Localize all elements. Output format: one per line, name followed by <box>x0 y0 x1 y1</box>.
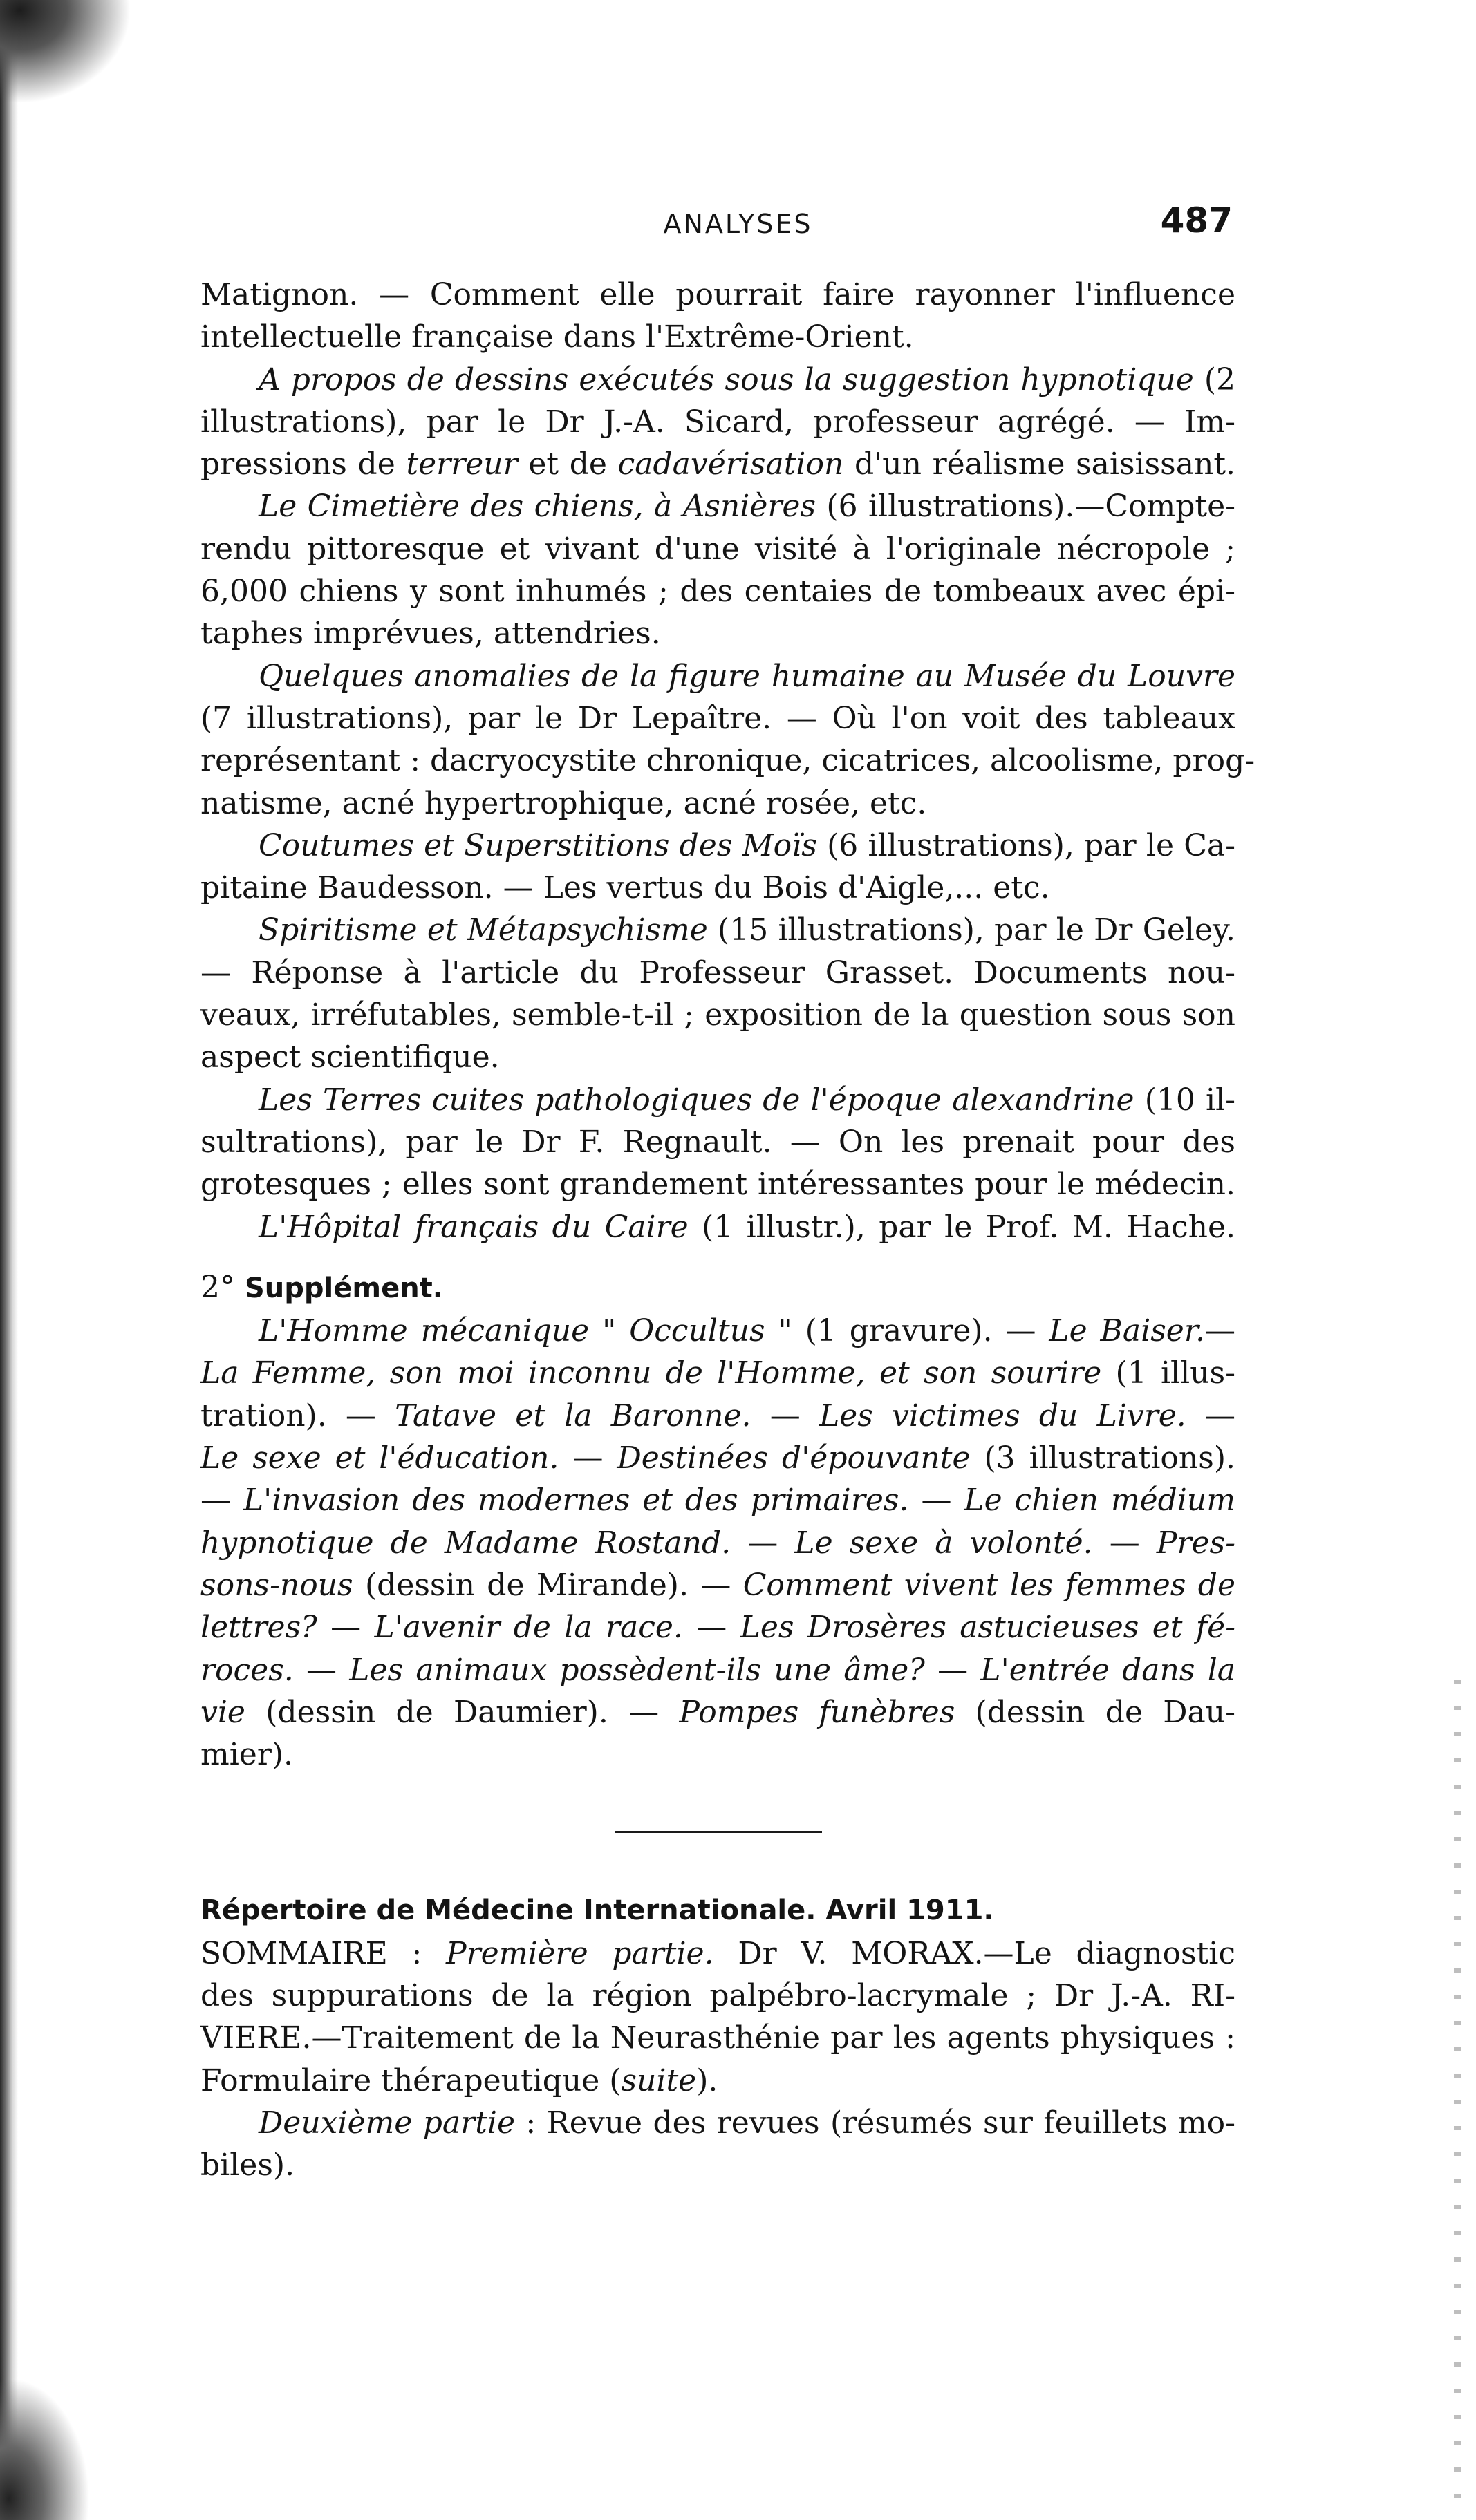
text-segment: aspect scientifique. <box>200 1040 500 1075</box>
text-line <box>200 528 1235 570</box>
supplement-label: Supplément. <box>245 1272 443 1304</box>
italic-text: L'invasion des modernes et des primaires. <box>243 1483 909 1518</box>
text-segment: — <box>924 1652 981 1688</box>
text-segment: rendu pittoresque et vivant d'une visité à l'originale nécropole ; <box>200 531 1235 567</box>
sommaire-paragraph <box>200 1933 1235 2187</box>
text-segment: des suppurations de la région palpébro-lacrymale ; Dr J.-A. RI- <box>200 1977 1235 2013</box>
italic-text: Coutumes et Superstitions des Moïs <box>259 827 817 863</box>
text-segment: (6 illustrations).—Compte- <box>816 489 1235 525</box>
text-line <box>200 782 1235 825</box>
text-line <box>200 740 1255 782</box>
text-line <box>200 1649 1235 1691</box>
text-line <box>200 612 1235 655</box>
italic-text: La Femme, son moi inconnu de l'Homme, et son sourire <box>200 1355 1102 1391</box>
text-line <box>200 1564 1235 1606</box>
italic-text: Pompes funèbres <box>679 1694 955 1730</box>
page-title: ANALYSES <box>663 209 813 239</box>
italic-text: Deuxième partie <box>259 2105 515 2141</box>
text-line <box>200 2017 1235 2059</box>
text-segment: — <box>731 1525 795 1561</box>
text-line <box>200 1975 1235 2017</box>
text-segment: — Réponse à l'article du Professeur Grasset. Documents nou- <box>200 955 1235 990</box>
text-segment: (2 <box>1193 361 1235 397</box>
text-segment: — <box>200 1483 243 1518</box>
italic-text: L'Hôpital français du Caire <box>259 1209 689 1245</box>
italic-text: Le Baiser. <box>1049 1313 1205 1349</box>
italic-text: Tatave et la Baronne. <box>395 1398 751 1433</box>
repertoire-heading: Répertoire de Médecine Internationale. Avril 1911. <box>200 1894 994 1927</box>
text-line <box>200 1310 1235 1352</box>
italic-text: Les animaux possèdent-ils une âme? <box>349 1652 925 1688</box>
text-segment: (1 gravure). — <box>792 1313 1049 1349</box>
italic-text: suite <box>621 2062 697 2098</box>
text-segment: (dessin de Daumier). — <box>245 1694 680 1730</box>
text-line <box>200 274 1235 316</box>
text-segment: veaux, irréfutables, semble-t-il ; exposition de la question sous son <box>200 997 1235 1033</box>
italic-text: vie <box>200 1694 245 1730</box>
text-line <box>200 401 1235 443</box>
italic-text: Quelques anomalies de la figure humaine au Musée du Louvre <box>259 658 1235 694</box>
text-segment: illustrations), par le Dr J.-A. Sicard, professeur agrégé. — Im- <box>200 404 1235 440</box>
text-segment: — <box>1186 1398 1236 1433</box>
text-line <box>200 952 1235 994</box>
italic-text: Le Cimetière des chiens, à Asnières <box>259 489 816 525</box>
italic-text: Destinées d'épouvante <box>617 1440 971 1476</box>
scan-left-edge <box>0 0 18 2520</box>
text-segment: pitaine Baudesson. — Les vertus du Bois d'Aigle,... etc. <box>200 870 1050 906</box>
italic-text: Spiritisme et Métapsychisme <box>259 912 708 948</box>
text-segment: (dessin de Dau- <box>955 1694 1235 1730</box>
text-segment: (15 illustrations), par le Dr Geley. <box>707 912 1236 948</box>
text-segment: — <box>908 1483 964 1518</box>
text-segment: tration). — <box>200 1398 395 1433</box>
scan-right-edge-marks <box>1454 1680 1461 2509</box>
supplement-number: 2° <box>200 1269 235 1305</box>
italic-text: Le sexe et l'éducation. <box>200 1440 559 1476</box>
text-line <box>200 1733 1235 1776</box>
text-segment: (1 illus- <box>1101 1355 1235 1391</box>
text-segment: — <box>559 1440 617 1476</box>
text-segment: (7 illustrations), par le Dr Lepaître. — Où l'on voit des tableaux <box>200 700 1235 736</box>
text-segment: — <box>293 1652 350 1688</box>
supplement-list <box>200 1310 1235 1776</box>
text-segment: — <box>682 1610 740 1646</box>
italic-text: Les Terres cuites pathologiques de l'époque alexandrine <box>259 1082 1134 1118</box>
text-segment: (6 illustrations), par le Ca- <box>816 827 1236 863</box>
text-segment: (dessin de Mirande). — <box>353 1567 743 1603</box>
text-segment: (1 illustr.), par le Prof. M. Hache. <box>688 1209 1235 1245</box>
text-line <box>200 867 1235 909</box>
text-segment: 6,000 chiens y sont inhumés ; des centaies de tombeaux avec épi- <box>200 574 1235 610</box>
text-line <box>200 2060 1235 2102</box>
text-segment: grotesques ; elles sont grandement intéressantes pour le médecin. <box>200 1167 1235 1203</box>
italic-text: Les Drosères astucieuses et fé- <box>740 1610 1235 1646</box>
text-segment: représentant : dacryocystite chronique, cicatrices, alcoolisme, prog- <box>200 743 1255 779</box>
text-line <box>200 1691 1235 1733</box>
italic-text: Pres- <box>1156 1525 1235 1561</box>
text-line <box>200 994 1235 1036</box>
text-line <box>200 443 1235 485</box>
italic-text: Comment vivent les femmes de <box>742 1567 1235 1603</box>
text-segment: d'un réalisme saisissant. <box>843 446 1235 482</box>
scan-corner-stain-bottom <box>0 2378 90 2520</box>
text-segment: (3 illustrations). <box>970 1440 1235 1476</box>
italic-text: A propos de dessins exécutés sous la suggestion hypnotique <box>259 361 1194 397</box>
text-segment: et de <box>517 446 618 482</box>
italic-text: L'avenir de la race. <box>374 1610 683 1646</box>
text-segment: mier). <box>200 1737 294 1773</box>
text-segment: ). <box>696 2062 718 2098</box>
text-line <box>200 825 1235 867</box>
text-segment: Dr V. MORAX.—Le diagnostic <box>713 1935 1235 1971</box>
text-line <box>200 1933 1235 1975</box>
text-line <box>200 2102 1235 2144</box>
text-line <box>200 1395 1235 1437</box>
text-segment: — <box>1205 1313 1235 1349</box>
text-line <box>200 1036 1235 1078</box>
italic-text: cadavérisation <box>617 446 844 482</box>
italic-text: Première partie. <box>446 1935 714 1971</box>
italic-text: Les victimes du Livre. <box>819 1398 1186 1433</box>
text-segment: : Revue des revues (résumés sur feuillets mo- <box>515 2105 1235 2141</box>
text-line <box>200 655 1235 697</box>
text-line <box>200 1522 1235 1564</box>
italic-text: Le sexe à volonté. <box>794 1525 1093 1561</box>
text-line <box>200 909 1235 951</box>
page-body <box>200 274 1255 2186</box>
text-segment: taphes imprévues, attendries. <box>200 616 661 652</box>
text-segment: (10 il- <box>1134 1082 1236 1118</box>
text-segment: natisme, acné hypertrophique, acné rosée, etc. <box>200 785 927 821</box>
text-segment: — <box>1092 1525 1157 1561</box>
text-line <box>200 1163 1235 1205</box>
text-segment: SOMMAIRE : <box>200 1935 447 1971</box>
text-line <box>200 1352 1235 1394</box>
text-line <box>200 570 1235 612</box>
italic-text: hypnotique de Madame Rostand. <box>200 1525 731 1561</box>
italic-text: sons-nous <box>200 1567 353 1603</box>
text-segment: intellectuelle française dans l'Extrême-Orient. <box>200 319 914 355</box>
text-segment: sultrations), par le Dr F. Regnault. — On les prenait pour des <box>200 1124 1235 1160</box>
supplement-heading <box>200 1266 1235 1310</box>
text-segment: — <box>751 1398 819 1433</box>
italic-text: L'entrée dans la <box>980 1652 1235 1688</box>
text-segment: — <box>317 1610 375 1646</box>
italic-text: L'Homme mécanique " Occultus " <box>259 1313 792 1349</box>
text-line <box>200 2144 1235 2186</box>
italic-text: terreur <box>406 446 518 482</box>
page-number: 487 <box>1160 200 1233 241</box>
italic-text: roces. <box>200 1652 294 1688</box>
text-line <box>200 316 1235 358</box>
text-segment: pressions de <box>200 446 407 482</box>
text-segment: biles). <box>200 2147 295 2183</box>
text-line <box>200 1437 1235 1479</box>
text-segment: Formulaire thérapeutique ( <box>200 2062 622 2098</box>
italic-text: lettres? <box>200 1610 317 1646</box>
text-line <box>200 1206 1235 1248</box>
analyses-list <box>200 274 1255 1248</box>
italic-text: Le chien médium <box>964 1483 1235 1518</box>
text-line <box>200 1121 1235 1163</box>
text-line <box>200 359 1235 401</box>
running-head <box>0 196 1476 245</box>
scan-corner-stain-top <box>0 0 131 104</box>
text-line <box>200 1606 1235 1648</box>
text-line <box>200 485 1235 527</box>
text-line <box>200 1479 1235 1521</box>
text-line <box>200 697 1235 740</box>
text-segment: Matignon. — Comment elle pourrait faire rayonner l'influence <box>200 277 1235 312</box>
text-line <box>200 1079 1235 1121</box>
text-segment: VIERE.—Traitement de la Neurasthénie par les agents physiques : <box>200 2020 1235 2056</box>
